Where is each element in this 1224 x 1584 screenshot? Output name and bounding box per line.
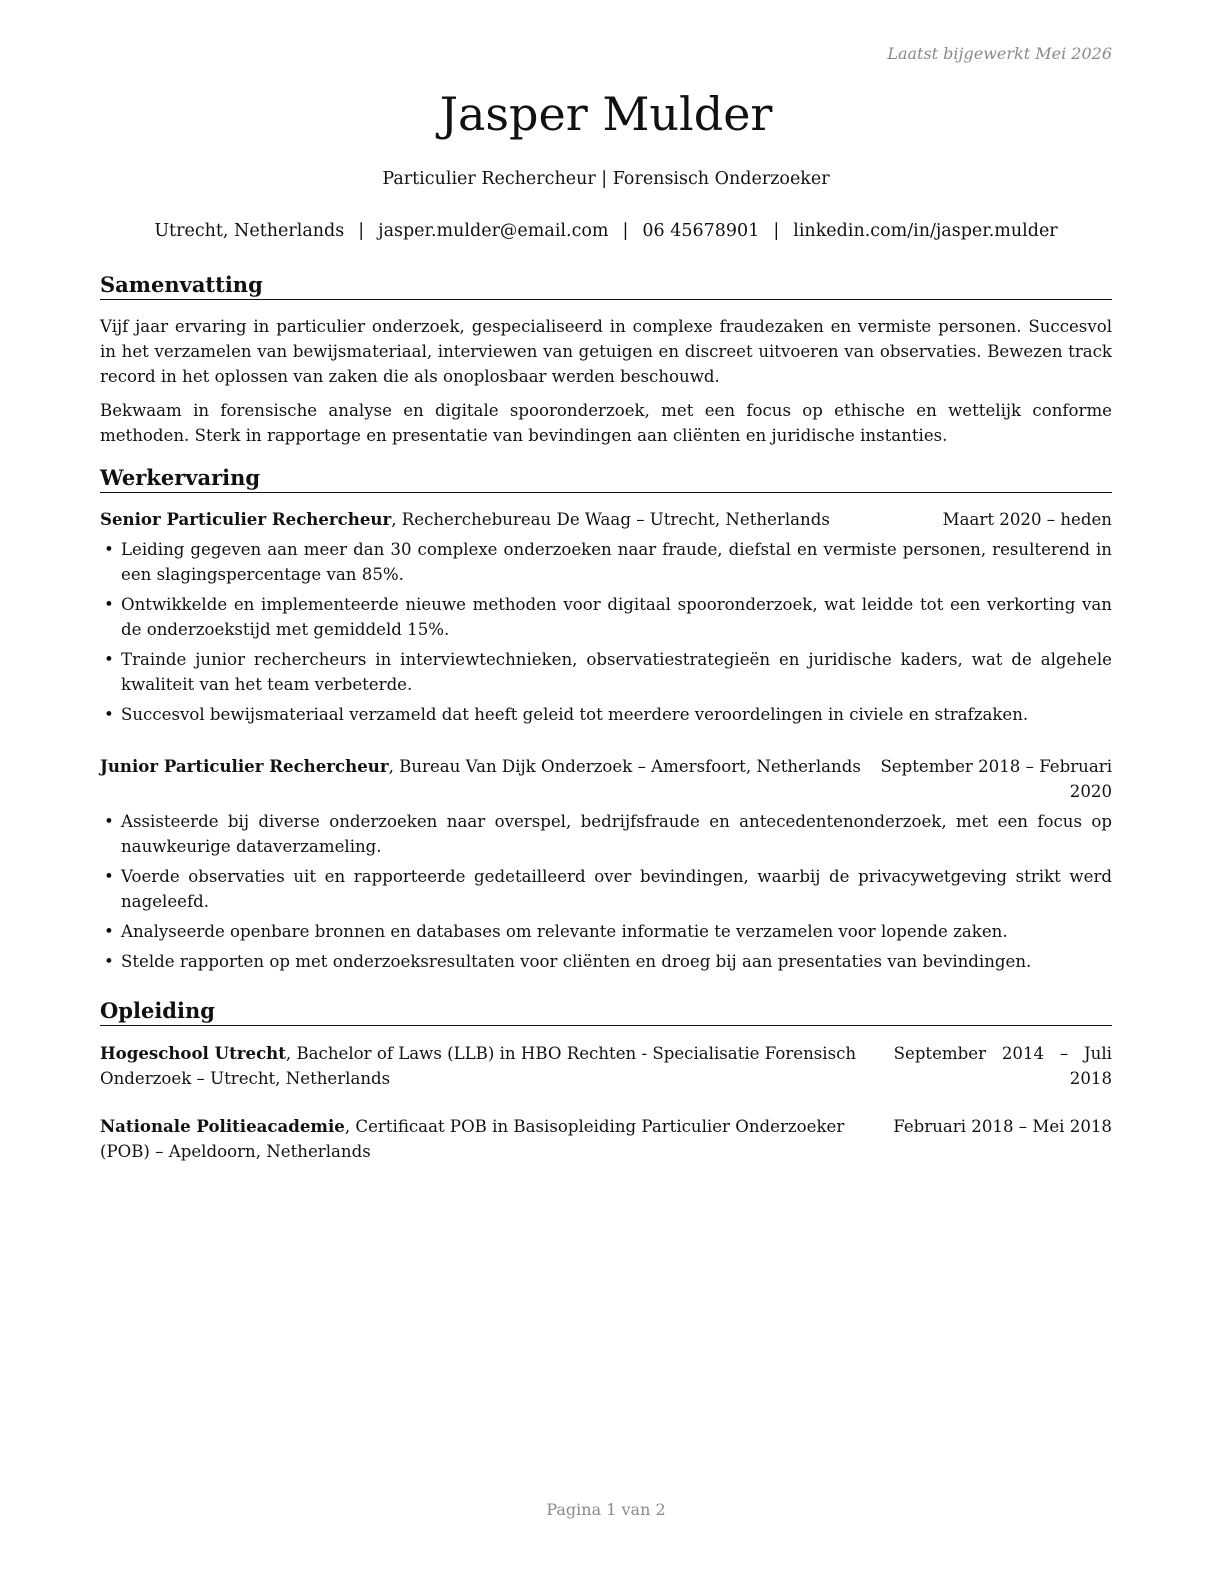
bullet-icon: • bbox=[104, 595, 114, 614]
contact-phone: 06 45678901 bbox=[642, 221, 760, 241]
job-dates-line: 2020 bbox=[1069, 782, 1112, 801]
bullet-text: Stelde rapporten op met onderzoeksresultaten voor cliënten en droeg bij aan presentaties van bevindingen. bbox=[121, 952, 1032, 971]
bullet-text: Assisteerde bij diverse onderzoeken naar overspel, bedrijfsfraude en antecedentenonderzoek, met een focus op nauwkeurige dataverzameling. bbox=[121, 812, 1112, 856]
job-title-line bbox=[100, 754, 861, 779]
education-dates bbox=[894, 1041, 1112, 1091]
list-item bbox=[100, 702, 1112, 727]
education-dates bbox=[893, 1114, 1112, 1139]
job-dates: Maart 2020 – heden bbox=[942, 510, 1112, 529]
education-line bbox=[100, 1041, 970, 1066]
list-item bbox=[100, 809, 1112, 859]
page-number: Pagina 1 van 2 bbox=[546, 1500, 666, 1519]
education-line: (POB) – Apeldoorn, Netherlands bbox=[100, 1142, 371, 1161]
list-item bbox=[100, 919, 1112, 944]
job-bullets bbox=[100, 537, 1112, 732]
education-institution: Hogeschool Utrecht bbox=[100, 1043, 286, 1063]
contact-separator: | bbox=[622, 221, 629, 241]
bullet-icon: • bbox=[104, 867, 114, 886]
list-item bbox=[100, 537, 1112, 587]
job-header bbox=[100, 754, 1112, 804]
tagline: Particulier Rechercheur | Forensisch Onderzoeker bbox=[382, 169, 830, 189]
contact-separator: | bbox=[773, 221, 780, 241]
bullet-icon: • bbox=[104, 650, 114, 669]
education-description bbox=[100, 1041, 970, 1091]
summary-paragraph: Vijf jaar ervaring in particulier onderzoek, gespecialiseerd in complexe fraudezaken en vermiste personen. Succesvol in het verzamelen van bewijsmateriaal, interviewen van getuigen en discreet uitvoeren van observaties. Bewezen track record in het oplossen van zaken die als onoplosbaar werden beschouwd. bbox=[100, 317, 1112, 386]
section-title-education: Opleiding bbox=[100, 997, 1112, 1026]
education-line bbox=[100, 1114, 890, 1139]
resume-page bbox=[100, 0, 1112, 1584]
bullet-icon: • bbox=[104, 705, 114, 724]
job-bullets bbox=[100, 809, 1112, 979]
bullet-icon: • bbox=[104, 540, 114, 559]
job-role: Senior Particulier Rechercheur bbox=[100, 509, 392, 529]
contact-separator: | bbox=[358, 221, 365, 241]
bullet-text: Trainde junior rechercheurs in interviewtechnieken, observatiestrategieën en juridische kaders, wat de algehele kwaliteit van het team verbeterde. bbox=[121, 650, 1112, 694]
last-updated: Laatst bijgewerkt Mei 2026 bbox=[887, 44, 1112, 63]
job-dates bbox=[880, 754, 1112, 804]
education-dates-line: 2018 bbox=[1069, 1069, 1112, 1088]
bullet-text: Leiding gegeven aan meer dan 30 complexe onderzoeken naar fraude, diefstal en vermiste personen, resulterend in een slagingspercentage van 85%. bbox=[121, 540, 1112, 584]
job-role: Junior Particulier Rechercheur bbox=[100, 756, 389, 776]
job-dates-line: September 2018 – Februari bbox=[880, 757, 1112, 776]
list-item bbox=[100, 949, 1112, 974]
list-item bbox=[100, 592, 1112, 642]
education-dates-line: Februari 2018 – Mei 2018 bbox=[893, 1117, 1112, 1136]
bullet-text: Voerde observaties uit en rapporteerde gedetailleerd over bevindingen, waarbij de privacywetgeving strikt werd nageleefd. bbox=[121, 867, 1112, 911]
section-title-experience: Werkervaring bbox=[100, 464, 1112, 493]
bullet-icon: • bbox=[104, 952, 114, 971]
contact-line bbox=[100, 219, 1112, 243]
bullet-text: Ontwikkelde en implementeerde nieuwe methoden voor digitaal spooronderzoek, wat leidde tot een verkorting van de onderzoekstijd met gemiddeld 15%. bbox=[121, 595, 1112, 639]
education-degree: , Bachelor of Laws (LLB) in HBO Rechten - Specialisatie Forensisch bbox=[285, 1044, 857, 1063]
contact-location: Utrecht, Netherlands bbox=[154, 221, 345, 241]
education-item bbox=[100, 1114, 1112, 1164]
job-company: , Bureau Van Dijk Onderzoek – Amersfoort, Netherlands bbox=[388, 757, 861, 776]
bullet-text: Succesvol bewijsmateriaal verzameld dat heeft geleid tot meerdere veroordelingen in civiele en strafzaken. bbox=[121, 705, 1029, 724]
education-degree: , Certificaat POB in Basisopleiding Particulier Onderzoeker bbox=[344, 1117, 845, 1136]
section-title-summary: Samenvatting bbox=[100, 271, 1112, 300]
bullet-text: Analyseerde openbare bronnen en databases om relevante informatie te verzamelen voor lopende zaken. bbox=[121, 922, 1008, 941]
bullet-icon: • bbox=[104, 922, 114, 941]
contact-linkedin[interactable]: linkedin.com/in/jasper.mulder bbox=[793, 221, 1058, 241]
summary-paragraph: Bekwaam in forensische analyse en digitale spooronderzoek, met een focus op ethische en wettelijk conforme methoden. Sterk in rapportage en presentatie van bevindingen aan cliënten en juridische instanties. bbox=[100, 401, 1112, 445]
education-line: Onderzoek – Utrecht, Netherlands bbox=[100, 1069, 391, 1088]
bullet-icon: • bbox=[104, 812, 114, 831]
education-description bbox=[100, 1114, 890, 1164]
education-institution: Nationale Politieacademie bbox=[100, 1116, 345, 1136]
list-item bbox=[100, 864, 1112, 914]
contact-email[interactable]: jasper.mulder@email.com bbox=[378, 221, 609, 241]
candidate-name: Jasper Mulder bbox=[439, 87, 773, 141]
job-header bbox=[100, 507, 1112, 532]
job-company: , Recherchebureau De Waag – Utrecht, Netherlands bbox=[391, 510, 830, 529]
education-dates-line: September 2014 – Juli bbox=[893, 1044, 1112, 1063]
education-item bbox=[100, 1041, 1112, 1091]
list-item bbox=[100, 647, 1112, 697]
